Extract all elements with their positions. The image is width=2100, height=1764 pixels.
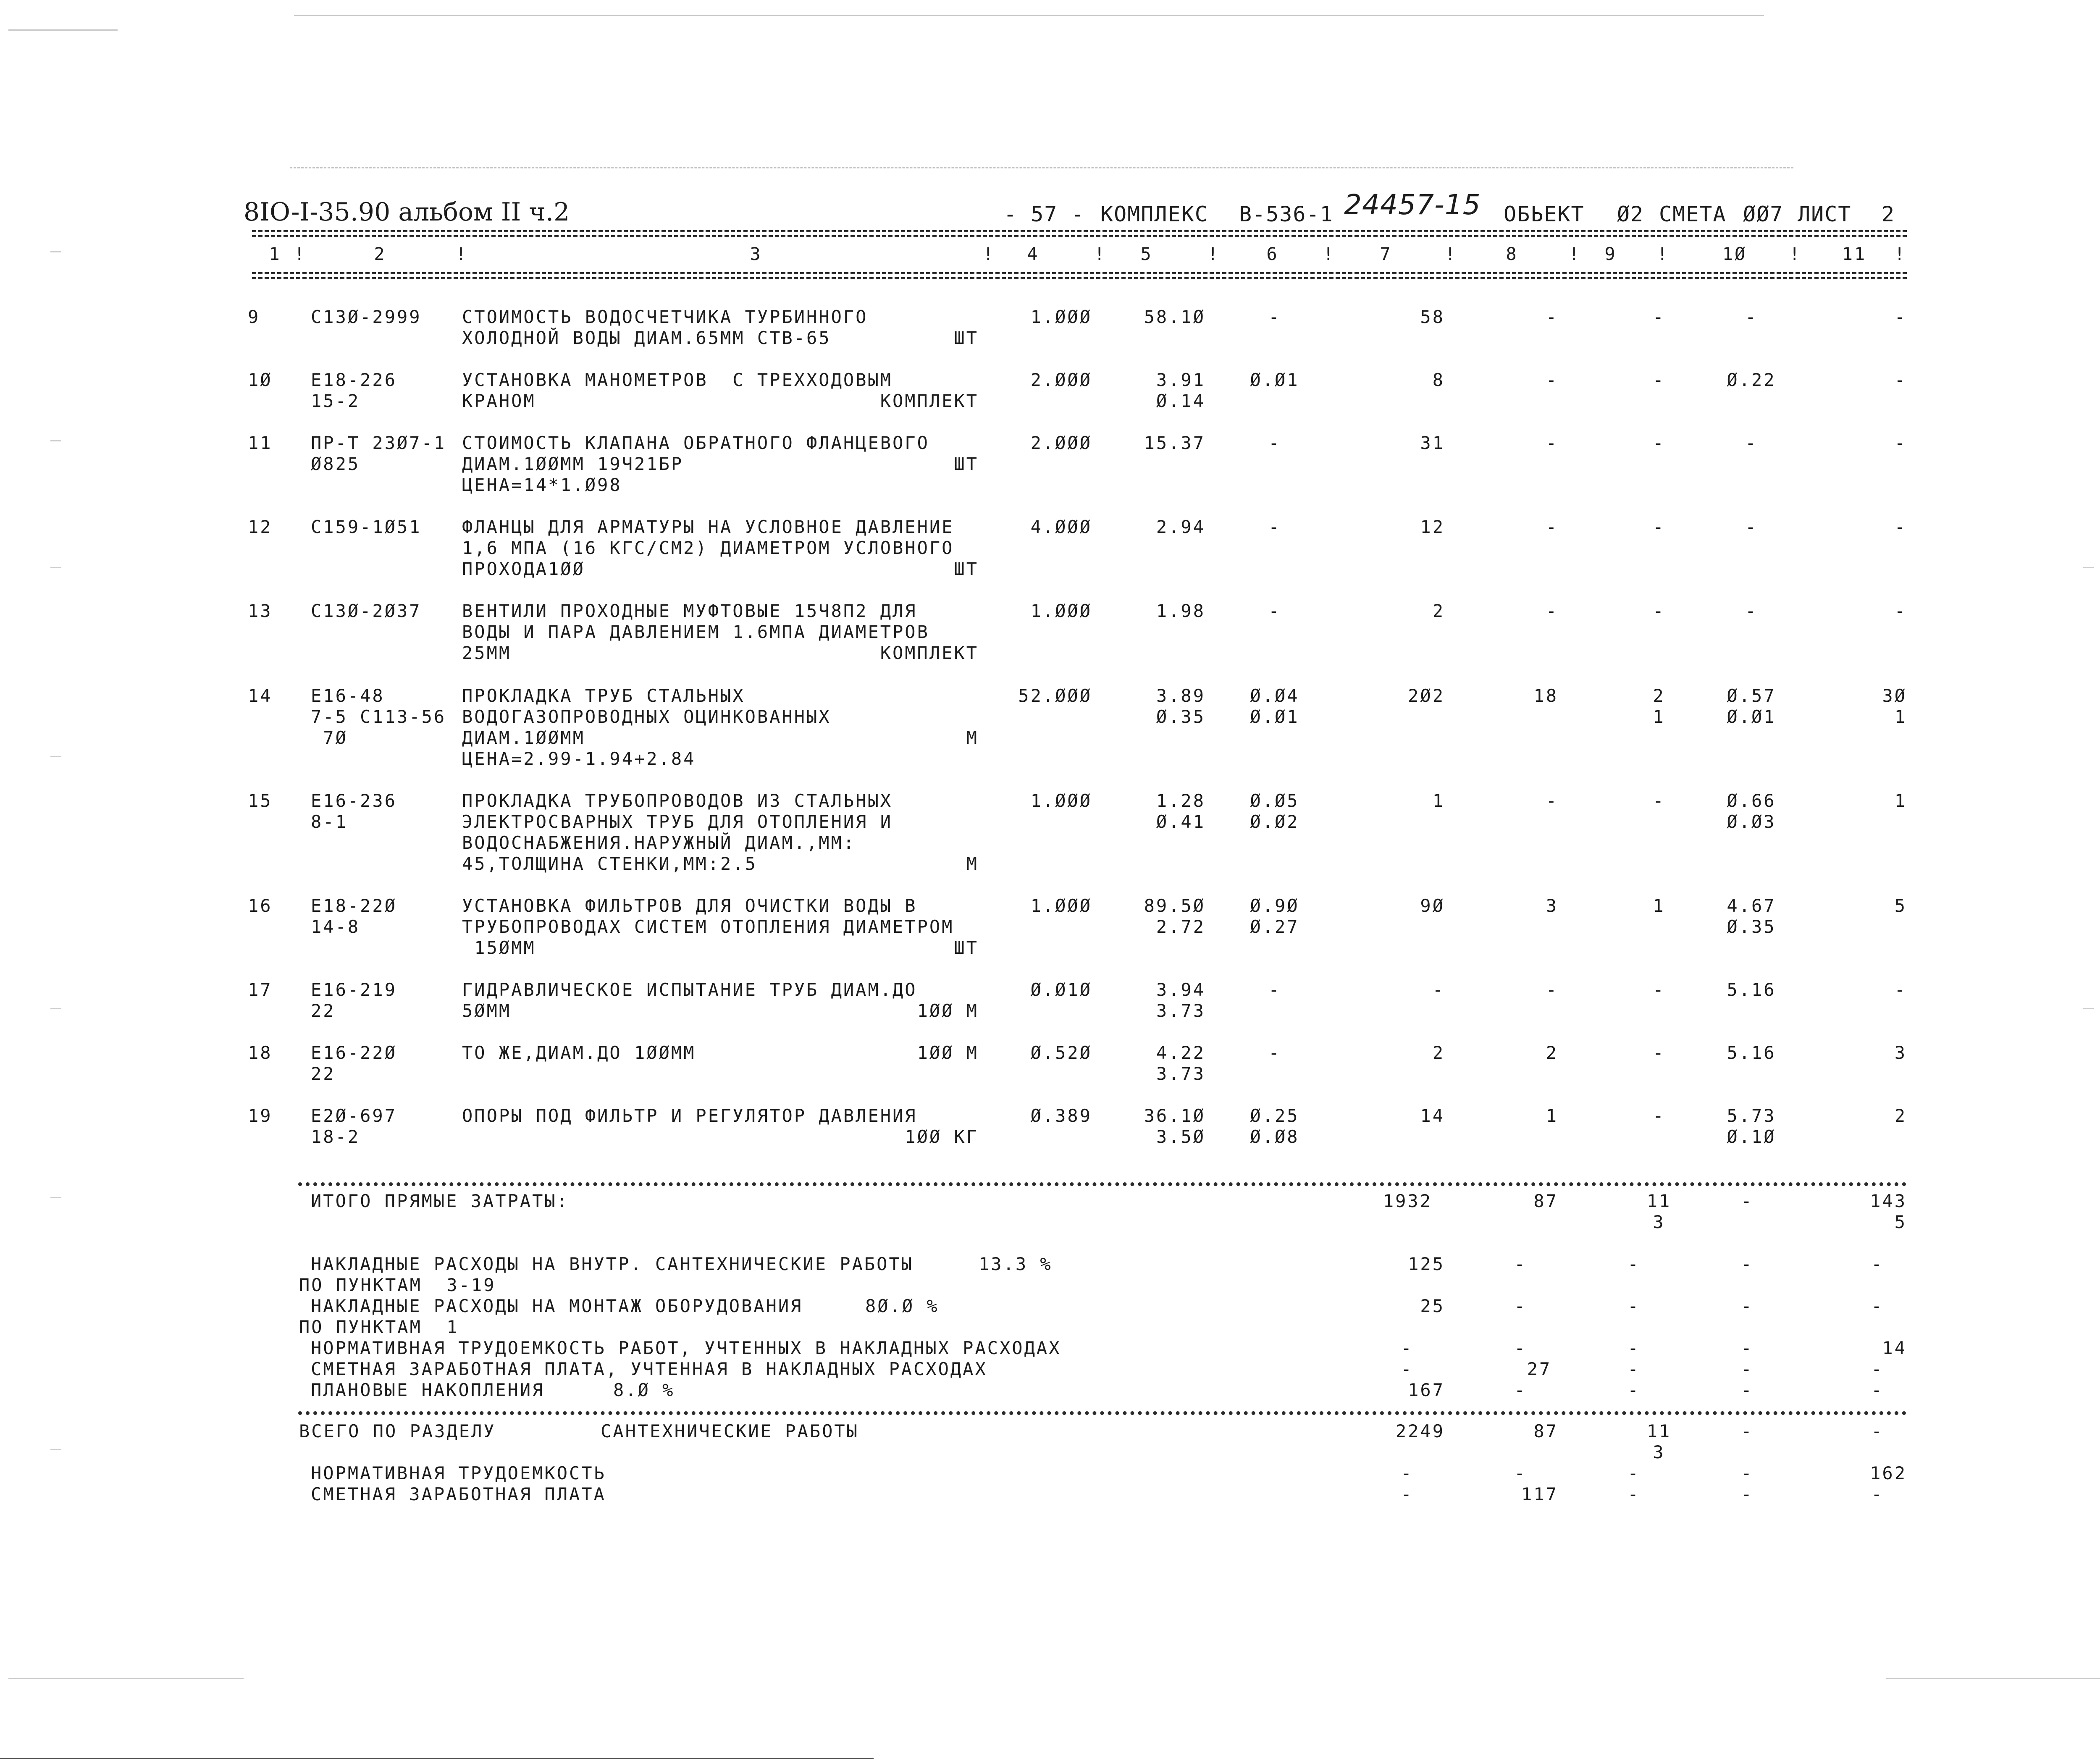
item-unit: ШТ — [954, 559, 979, 579]
item-unit: ШТ — [954, 328, 979, 348]
labor-total: 2 — [1894, 1105, 1907, 1126]
object-label: ОБЬЕКТ — [1504, 202, 1585, 226]
item-unit: М — [966, 853, 979, 874]
margin-tick — [2083, 567, 2094, 568]
direct-costs-label: ИТОГО ПРЯМЫЕ ЗАТРАТЫ: — [311, 1191, 570, 1211]
quantity: 1.ØØØ — [1030, 601, 1092, 621]
total-wages: - — [1546, 307, 1558, 327]
unit-cost-wages: Ø.Ø1 — [1250, 370, 1299, 390]
overhead2-sub: ПО ПУНКТАМ 1 — [299, 1317, 459, 1337]
item-description: ФЛАНЦЫ ДЛЯ АРМАТУРЫ НА УСЛОВНОЕ ДАВЛЕНИЕ — [462, 517, 954, 537]
total-cost: 14 — [1420, 1105, 1445, 1126]
row-number: 16 — [248, 895, 273, 916]
total-wages: - — [1546, 433, 1558, 453]
item-description: ДИАМ.1ØØММ 19Ч21БР — [462, 454, 684, 474]
estimate-number: ØØ7 — [1743, 202, 1784, 226]
section-name: САНТЕХНИЧЕСКИЕ РАБОТЫ — [601, 1421, 859, 1441]
labor-total: 5 — [1894, 895, 1907, 916]
column-separator: ! — [983, 244, 995, 264]
machine-cost: 2 — [1653, 685, 1665, 706]
unit-cost-wages: Ø.Ø8 — [1250, 1126, 1299, 1147]
column-header-3: 3 — [750, 244, 762, 264]
scan-rule-upper — [290, 167, 1793, 168]
unit-cost: 2.94 — [1156, 517, 1205, 537]
item-code: Ø825 — [311, 454, 360, 474]
item-description: ТРУБОПРОВОДАХ СИСТЕМ ОТОПЛЕНИЯ ДИАМЕТРОМ — [462, 916, 954, 937]
unit-cost: 4.22 — [1156, 1042, 1205, 1063]
labor-norm: - — [1745, 307, 1758, 327]
row-number: 17 — [248, 979, 273, 1000]
unit-cost-wages: - — [1268, 601, 1281, 621]
savings-label: ПЛАНОВЫЕ НАКОПЛЕНИЯ — [311, 1380, 545, 1400]
total-cost: 12 — [1420, 517, 1445, 537]
unit-cost: 1.28 — [1156, 790, 1205, 811]
scan-bottom-rule-left — [8, 1678, 244, 1679]
labor-norm-c8: - — [1514, 1338, 1527, 1358]
direct-c9: 11 — [1646, 1191, 1672, 1211]
labor-norm: Ø.66 — [1727, 790, 1776, 811]
column-header-4: 4 — [1027, 244, 1040, 264]
unit-cost: 1.98 — [1156, 601, 1205, 621]
margin-tick — [50, 567, 61, 568]
savings-c8: - — [1514, 1380, 1527, 1400]
total-cost: 58 — [1420, 307, 1445, 327]
savings-c9: - — [1628, 1380, 1640, 1400]
sheet-number: 2 — [1882, 202, 1895, 226]
unit-cost: Ø.14 — [1156, 391, 1205, 411]
wage-c9: - — [1628, 1359, 1640, 1379]
row-number: 12 — [248, 517, 273, 537]
complex-label: КОМПЛЕКС — [1100, 202, 1208, 226]
sheet-label: ЛИСТ — [1798, 202, 1852, 226]
overhead2-c9: - — [1628, 1296, 1640, 1316]
total-wages: 2 — [1546, 1042, 1558, 1063]
labor-norm: - — [1745, 517, 1758, 537]
margin-tick — [50, 251, 61, 252]
section-c11: - — [1871, 1421, 1884, 1441]
labor-total: 1 — [1894, 706, 1907, 727]
item-code: С13Ø-2Ø37 — [311, 601, 422, 621]
machine-cost: - — [1653, 307, 1665, 327]
labor-norm: 5.16 — [1727, 1042, 1776, 1063]
quantity: Ø.389 — [1030, 1105, 1092, 1126]
column-separator: ! — [1894, 244, 1907, 264]
labor-total: - — [1894, 601, 1907, 621]
wage-c8: 27 — [1527, 1359, 1552, 1379]
item-unit: КОМПЛЕКТ — [880, 643, 979, 663]
labor-norm: Ø.22 — [1727, 370, 1776, 390]
total-wages: - — [1546, 370, 1558, 390]
item-description: ПРОКЛАДКА ТРУБ СТАЛЬНЫХ — [462, 685, 745, 706]
item-description: УСТАНОВКА ФИЛЬТРОВ ДЛЯ ОЧИСТКИ ВОДЫ В — [462, 895, 917, 916]
item-description: ХОЛОДНОЙ ВОДЫ ДИАМ.65ММ СТВ-65 — [462, 328, 831, 348]
quantity: 2.ØØØ — [1030, 370, 1092, 390]
item-code: 7-5 С113-56 — [311, 706, 446, 727]
item-description: ТО ЖЕ,ДИАМ.ДО 1ØØММ — [462, 1042, 696, 1063]
unit-cost-wages: - — [1268, 307, 1281, 327]
margin-tick — [50, 1449, 61, 1450]
column-separator: ! — [1323, 244, 1336, 264]
unit-cost-wages: - — [1268, 433, 1281, 453]
quantity: 1.ØØØ — [1030, 895, 1092, 916]
margin-tick — [50, 440, 61, 441]
item-code: ПР-Т 23Ø7-1 — [311, 433, 446, 453]
item-code: Е2Ø-697 — [311, 1105, 397, 1126]
margin-tick — [2083, 1008, 2094, 1009]
machine-cost: - — [1653, 979, 1665, 1000]
item-description: 45,ТОЛЩИНА СТЕНКИ,ММ:2.5 — [462, 853, 757, 874]
complex-code: В-536-1 — [1239, 202, 1334, 226]
machine-cost: - — [1653, 433, 1665, 453]
unit-cost: 3.73 — [1156, 1000, 1205, 1021]
item-unit: 1ØØ КГ — [905, 1126, 979, 1147]
final-wage-c9: - — [1628, 1484, 1640, 1504]
unit-cost: 3.89 — [1156, 685, 1205, 706]
overhead1-percent: 13.3 % — [979, 1254, 1053, 1274]
section-c7: 2249 — [1395, 1421, 1445, 1441]
unit-cost-wages: Ø.25 — [1250, 1105, 1299, 1126]
total-cost: 2 — [1432, 601, 1445, 621]
labor-norm-c7: - — [1401, 1338, 1413, 1358]
unit-cost: 3.73 — [1156, 1063, 1205, 1084]
overhead1-c10: - — [1741, 1254, 1754, 1274]
overhead1-c9: - — [1628, 1254, 1640, 1274]
overhead2-percent: 8Ø.Ø % — [865, 1296, 939, 1316]
item-description: ВОДЫ И ПАРА ДАВЛЕНИЕМ 1.6МПА ДИАМЕТРОВ — [462, 622, 929, 642]
overhead2-label: НАКЛАДНЫЕ РАСХОДЫ НА МОНТАЖ ОБОРУДОВАНИЯ — [311, 1296, 803, 1316]
quantity: Ø.Ø1Ø — [1030, 979, 1092, 1000]
overhead1-c7: 125 — [1408, 1254, 1445, 1274]
scan-bottom-rule-right — [1886, 1678, 2100, 1679]
labor-norm: Ø.Ø1 — [1727, 706, 1776, 727]
direct-c8: 87 — [1533, 1191, 1558, 1211]
unit-cost: 15.37 — [1144, 433, 1205, 453]
object-number: Ø2 — [1617, 202, 1644, 226]
column-header-6: 6 — [1266, 244, 1279, 264]
final-labor-c9: - — [1628, 1463, 1640, 1483]
item-code: С159-1Ø51 — [311, 517, 422, 537]
labor-norm: - — [1745, 433, 1758, 453]
row-number: 18 — [248, 1042, 273, 1063]
labor-total: - — [1894, 307, 1907, 327]
overhead2-c7: 25 — [1420, 1296, 1445, 1316]
section-c8: 87 — [1533, 1421, 1558, 1441]
overhead1-c11: - — [1871, 1254, 1884, 1274]
labor-norm: Ø.57 — [1727, 685, 1776, 706]
column-separator: ! — [1569, 244, 1581, 264]
scan-top-rule-left — [8, 29, 118, 31]
item-unit: ШТ — [954, 937, 979, 958]
item-description: ЦЕНА=14*1.Ø98 — [462, 475, 622, 495]
savings-percent: 8.Ø % — [613, 1380, 675, 1400]
labor-total: 3 — [1894, 1042, 1907, 1063]
final-labor-c11: 162 — [1870, 1463, 1907, 1483]
unit-cost-wages: Ø.Ø1 — [1250, 706, 1299, 727]
direct-c11-sub: 5 — [1894, 1212, 1907, 1232]
item-code: Е18-22Ø — [311, 895, 397, 916]
final-wage-c8: 117 — [1521, 1484, 1558, 1504]
labor-total: 1 — [1894, 790, 1907, 811]
wage-c10: - — [1741, 1359, 1754, 1379]
column-separator: ! — [1789, 244, 1802, 264]
machine-cost: - — [1653, 370, 1665, 390]
scan-bottom-edge — [0, 1758, 874, 1759]
row-number: 11 — [248, 433, 273, 453]
labor-total: - — [1894, 979, 1907, 1000]
item-description: ДИАМ.1ØØММ — [462, 727, 585, 748]
final-wage-label: СМЕТНАЯ ЗАРАБОТНАЯ ПЛАТА — [311, 1484, 606, 1504]
item-code: Е16-48 — [311, 685, 385, 706]
overhead1-c8: - — [1514, 1254, 1527, 1274]
total-wages: - — [1546, 790, 1558, 811]
unit-cost-wages: Ø.Ø5 — [1250, 790, 1299, 811]
unit-cost: 89.5Ø — [1144, 895, 1205, 916]
quantity: Ø.52Ø — [1030, 1042, 1092, 1063]
margin-tick — [50, 756, 61, 757]
direct-c10: - — [1741, 1191, 1754, 1211]
machine-cost: - — [1653, 1105, 1665, 1126]
total-wages: - — [1546, 601, 1558, 621]
overhead2-c10: - — [1741, 1296, 1754, 1316]
header-rule-top-2 — [252, 235, 1907, 237]
item-code: Е16-219 — [311, 979, 397, 1000]
item-description: 1,6 МПА (16 КГС/СМ2) ДИАМЕТРОМ УСЛОВНОГО — [462, 538, 954, 558]
quantity: 1.ØØØ — [1030, 307, 1092, 327]
item-description: СТОИМОСТЬ КЛАПАНА ОБРАТНОГО ФЛАНЦЕВОГО — [462, 433, 929, 453]
quantity: 4.ØØØ — [1030, 517, 1092, 537]
unit-cost: Ø.35 — [1156, 706, 1205, 727]
header-rule-top — [252, 230, 1907, 232]
final-wage-c11: - — [1871, 1484, 1884, 1504]
wage-c11: - — [1871, 1359, 1884, 1379]
item-description: 5ØММ — [462, 1000, 512, 1021]
margin-tick — [50, 1008, 61, 1009]
unit-cost: 3.5Ø — [1156, 1126, 1205, 1147]
item-unit: ШТ — [954, 454, 979, 474]
item-description: ОПОРЫ ПОД ФИЛЬТР И РЕГУЛЯТОР ДАВЛЕНИЯ — [462, 1105, 917, 1126]
item-description: ЦЕНА=2.99-1.94+2.84 — [462, 748, 696, 769]
header-rule-bottom-2 — [252, 277, 1907, 279]
total-wages: 18 — [1533, 685, 1558, 706]
item-description: 15ØММ — [462, 937, 536, 958]
item-code: 8-1 — [311, 811, 348, 832]
column-header-10: 1Ø — [1722, 244, 1747, 264]
item-code: 22 — [311, 1000, 336, 1021]
unit-cost-wages: - — [1268, 979, 1281, 1000]
unit-cost: 3.94 — [1156, 979, 1205, 1000]
section-rule — [298, 1411, 1907, 1415]
section-c9-sub: 3 — [1653, 1442, 1665, 1462]
labor-norm: 5.73 — [1727, 1105, 1776, 1126]
total-wages: 3 — [1546, 895, 1558, 916]
wage-c7: - — [1401, 1359, 1413, 1379]
item-description: 25ММ — [462, 643, 512, 663]
direct-c11: 143 — [1870, 1191, 1907, 1211]
unit-cost: Ø.41 — [1156, 811, 1205, 832]
header-rule-bottom — [252, 272, 1907, 274]
final-wage-c10: - — [1741, 1484, 1754, 1504]
item-code: Е16-22Ø — [311, 1042, 397, 1063]
item-unit: 1ØØ М — [917, 1000, 979, 1021]
unit-cost-wages: - — [1268, 1042, 1281, 1063]
section-c9: 11 — [1646, 1421, 1672, 1441]
overhead2-c11: - — [1871, 1296, 1884, 1316]
labor-norm: 5.16 — [1727, 979, 1776, 1000]
machine-cost: - — [1653, 601, 1665, 621]
column-header-9: 9 — [1604, 244, 1617, 264]
handwritten-number: 24457-15 — [1344, 189, 1481, 221]
column-header-7: 7 — [1380, 244, 1392, 264]
labor-norm: Ø.35 — [1727, 916, 1776, 937]
item-description: ВЕНТИЛИ ПРОХОДНЫЕ МУФТОВЫЕ 15Ч8П2 ДЛЯ — [462, 601, 917, 621]
quantity: 1.ØØØ — [1030, 790, 1092, 811]
item-code: 14-8 — [311, 916, 360, 937]
unit-cost-wages: Ø.Ø2 — [1250, 811, 1299, 832]
unit-cost: 36.1Ø — [1144, 1105, 1205, 1126]
column-header-5: 5 — [1140, 244, 1153, 264]
total-cost: 8 — [1432, 370, 1445, 390]
overhead2-c8: - — [1514, 1296, 1527, 1316]
direct-c7: 1932 — [1383, 1191, 1432, 1211]
row-number: 9 — [248, 307, 260, 327]
column-header-8: 8 — [1506, 244, 1518, 264]
unit-cost-wages: Ø.9Ø — [1250, 895, 1299, 916]
total-cost: - — [1432, 979, 1445, 1000]
labor-total: 3Ø — [1882, 685, 1907, 706]
item-description: УСТАНОВКА МАНОМЕТРОВ С ТРЕХХОДОВЫМ — [462, 370, 893, 390]
column-separator: ! — [294, 244, 307, 264]
item-description: ПРОКЛАДКА ТРУБОПРОВОДОВ ИЗ СТАЛЬНЫХ — [462, 790, 893, 811]
item-code: 22 — [311, 1063, 336, 1084]
unit-cost: 2.72 — [1156, 916, 1205, 937]
labor-total: - — [1894, 370, 1907, 390]
column-header-2: 2 — [374, 244, 386, 264]
final-labor-c8: - — [1514, 1463, 1527, 1483]
unit-cost-wages: - — [1268, 517, 1281, 537]
labor-norm: Ø.Ø3 — [1727, 811, 1776, 832]
wage-label: СМЕТНАЯ ЗАРАБОТНАЯ ПЛАТА, УЧТЕННАЯ В НАКЛАДНЫХ РАСХОДАХ — [311, 1359, 987, 1379]
direct-c9-sub: 3 — [1653, 1212, 1665, 1232]
column-separator: ! — [1657, 244, 1670, 264]
row-number: 19 — [248, 1105, 273, 1126]
total-cost: 1 — [1432, 790, 1445, 811]
item-description: ВОДОСНАБЖЕНИЯ.НАРУЖНЫЙ ДИАМ.,ММ: — [462, 832, 856, 853]
column-separator: ! — [456, 244, 468, 264]
total-cost: 2 — [1432, 1042, 1445, 1063]
column-separator: ! — [1094, 244, 1107, 264]
item-unit: КОМПЛЕКТ — [880, 391, 979, 411]
labor-norm-label: НОРМАТИВНАЯ ТРУДОЕМКОСТЬ РАБОТ, УЧТЕННЫХ В НАКЛАДНЫХ РАСХОДАХ — [311, 1338, 1061, 1358]
item-code: 15-2 — [311, 391, 360, 411]
labor-norm: - — [1745, 601, 1758, 621]
quantity: 2.ØØØ — [1030, 433, 1092, 453]
column-header-11: 11 — [1842, 244, 1867, 264]
page-number: - 57 - — [1004, 202, 1085, 226]
labor-norm-c9: - — [1628, 1338, 1640, 1358]
total-wages: 1 — [1546, 1105, 1558, 1126]
machine-cost: - — [1653, 517, 1665, 537]
machine-cost: - — [1653, 790, 1665, 811]
item-description: СТОИМОСТЬ ВОДОСЧЕТЧИКА ТУРБИННОГО — [462, 307, 868, 327]
estimate-label: СМЕТА — [1659, 202, 1727, 226]
unit-cost: 58.1Ø — [1144, 307, 1205, 327]
labor-norm: 4.67 — [1727, 895, 1776, 916]
total-cost: 2Ø2 — [1408, 685, 1445, 706]
item-code: 7Ø — [311, 727, 348, 748]
item-unit: 1ØØ М — [917, 1042, 979, 1063]
row-number: 1Ø — [248, 370, 273, 390]
item-code: Е18-226 — [311, 370, 397, 390]
savings-c7: 167 — [1408, 1380, 1445, 1400]
section-total-label: ВСЕГО ПО РАЗДЕЛУ — [299, 1421, 496, 1441]
total-wages: - — [1546, 517, 1558, 537]
savings-c10: - — [1741, 1380, 1754, 1400]
unit-cost-wages: Ø.27 — [1250, 916, 1299, 937]
total-cost: 31 — [1420, 433, 1445, 453]
scan-top-rule — [294, 15, 1764, 16]
item-description: ПРОХОДА1ØØ — [462, 559, 585, 579]
machine-cost: - — [1653, 1042, 1665, 1063]
final-labor-c7: - — [1401, 1463, 1413, 1483]
labor-total: - — [1894, 517, 1907, 537]
machine-cost: 1 — [1653, 895, 1665, 916]
item-unit: М — [966, 727, 979, 748]
labor-norm-c10: - — [1741, 1338, 1754, 1358]
unit-cost: 3.91 — [1156, 370, 1205, 390]
quantity: 52.ØØØ — [1018, 685, 1092, 706]
item-code: С13Ø-2999 — [311, 307, 422, 327]
machine-cost: 1 — [1653, 706, 1665, 727]
final-wage-c7: - — [1401, 1484, 1413, 1504]
row-number: 14 — [248, 685, 273, 706]
item-code: 18-2 — [311, 1126, 360, 1147]
row-number: 13 — [248, 601, 273, 621]
document-code: 8IO-I-35.90 альбом II ч.2 — [244, 197, 570, 227]
column-separator: ! — [1208, 244, 1220, 264]
totals-rule — [298, 1182, 1907, 1186]
total-wages: - — [1546, 979, 1558, 1000]
overhead1-label: НАКЛАДНЫЕ РАСХОДЫ НА ВНУТР. САНТЕХНИЧЕСКИЕ РАБОТЫ — [311, 1254, 914, 1274]
margin-tick — [50, 1197, 61, 1198]
total-cost: 9Ø — [1420, 895, 1445, 916]
item-description: ЭЛЕКТРОСВАРНЫХ ТРУБ ДЛЯ ОТОПЛЕНИЯ И — [462, 811, 893, 832]
labor-norm: Ø.1Ø — [1727, 1126, 1776, 1147]
item-code: Е16-236 — [311, 790, 397, 811]
overhead1-sub: ПО ПУНКТАМ 3-19 — [299, 1275, 496, 1295]
item-description: ВОДОГАЗОПРОВОДНЫХ ОЦИНКОВАННЫХ — [462, 706, 831, 727]
item-description: КРАНОМ — [462, 391, 536, 411]
savings-c11: - — [1871, 1380, 1884, 1400]
labor-norm-c11: 14 — [1882, 1338, 1907, 1358]
item-description: ГИДРАВЛИЧЕСКОЕ ИСПЫТАНИЕ ТРУБ ДИАМ.ДО — [462, 979, 917, 1000]
unit-cost-wages: Ø.Ø4 — [1250, 685, 1299, 706]
final-labor-c10: - — [1741, 1463, 1754, 1483]
section-c10: - — [1741, 1421, 1754, 1441]
column-header-1: 1 — [269, 244, 281, 264]
final-labor-label: НОРМАТИВНАЯ ТРУДОЕМКОСТЬ — [311, 1463, 606, 1483]
row-number: 15 — [248, 790, 273, 811]
column-separator: ! — [1445, 244, 1457, 264]
labor-total: - — [1894, 433, 1907, 453]
